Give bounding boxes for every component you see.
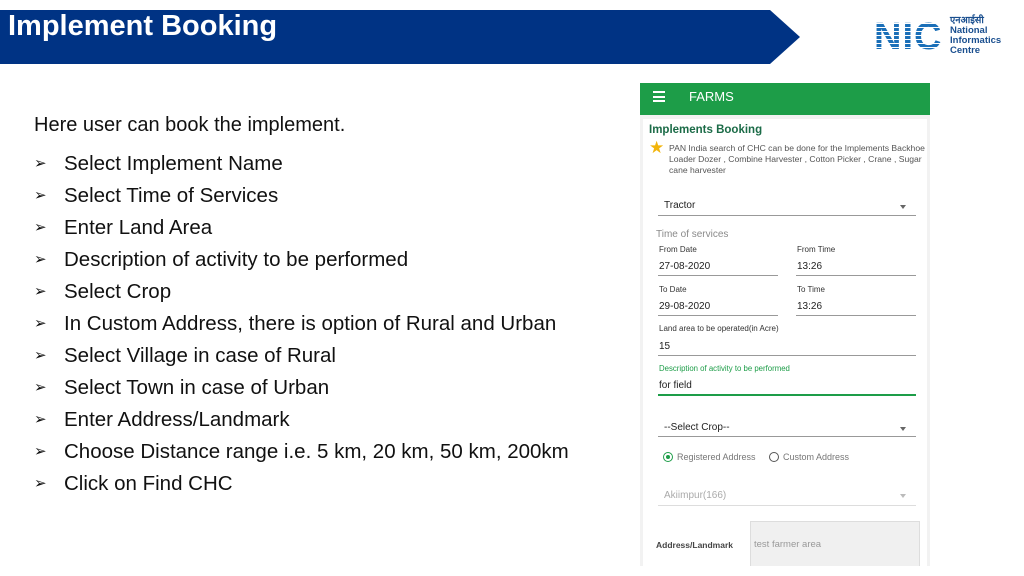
hamburger-icon[interactable] xyxy=(653,91,665,101)
bullet-item xyxy=(34,404,569,436)
info-note: PAN India search of CHC can be done for the Implements Backhoe Loader Dozer , Combine Harvester , Cotton Picker , Crane , Sugar cane harvester xyxy=(669,143,925,175)
from-date-field[interactable]: 27-08-2020 xyxy=(659,261,711,272)
logo-line-3: Centre xyxy=(950,45,981,56)
to-date-field[interactable]: 29-08-2020 xyxy=(659,301,711,312)
arrowhead-icon: ➢ xyxy=(34,411,47,428)
app-title: FARMS xyxy=(689,89,734,104)
to-time-label: To Time xyxy=(797,285,826,294)
custom-address-label: Custom Address xyxy=(783,452,850,462)
village-select[interactable]: Akiimpur(166) xyxy=(664,490,727,501)
bullet-item xyxy=(34,340,569,372)
nic-logo xyxy=(874,16,1004,56)
bullet-text: Select Crop xyxy=(64,280,172,303)
bullet-item xyxy=(34,148,569,180)
bullet-text: Click on Find CHC xyxy=(64,472,233,495)
section-title: Implements Booking xyxy=(649,124,763,136)
to-date-underline xyxy=(658,315,778,316)
arrowhead-icon: ➢ xyxy=(34,315,47,332)
arrowhead-icon: ➢ xyxy=(34,475,47,492)
from-time-field[interactable]: 13:26 xyxy=(797,261,823,272)
implement-underline xyxy=(658,215,916,216)
implement-select[interactable]: Tractor xyxy=(664,200,696,211)
to-time-underline xyxy=(796,315,916,316)
bullet-item xyxy=(34,180,569,212)
time-section-label: Time of services xyxy=(656,229,729,240)
to-date-label: To Date xyxy=(659,285,687,294)
arrowhead-icon: ➢ xyxy=(34,347,47,364)
bullet-text: Enter Land Area xyxy=(64,216,213,239)
chevron-down-icon[interactable] xyxy=(900,427,906,431)
land-area-underline xyxy=(658,355,916,356)
bullet-text: Select Time of Services xyxy=(64,184,279,207)
chevron-down-icon[interactable] xyxy=(900,494,906,498)
booking-form xyxy=(643,119,927,566)
app-bar xyxy=(640,83,930,115)
arrowhead-icon: ➢ xyxy=(34,379,47,396)
to-time-field[interactable]: 13:26 xyxy=(797,301,823,312)
arrowhead-icon: ➢ xyxy=(34,283,47,300)
registered-address-radio[interactable] xyxy=(663,452,673,462)
app-screenshot xyxy=(640,83,930,566)
chevron-down-icon[interactable] xyxy=(900,205,906,209)
arrowhead-icon: ➢ xyxy=(34,155,47,172)
registered-address-label: Registered Address xyxy=(677,452,756,462)
address-value: test farmer area xyxy=(754,539,822,550)
arrowhead-icon: ➢ xyxy=(34,219,47,236)
logo-line-2: Informatics xyxy=(950,35,1002,46)
nic-logo-text xyxy=(950,16,1001,56)
from-time-label: From Time xyxy=(797,245,836,254)
bullet-item xyxy=(34,308,569,340)
bullet-text: Description of activity to be performed xyxy=(64,248,409,271)
from-time-underline xyxy=(796,275,916,276)
village-underline xyxy=(658,505,916,506)
logo-hindi: एनआईसी xyxy=(950,15,984,26)
from-date-label: From Date xyxy=(659,245,697,254)
crop-underline xyxy=(658,436,916,437)
crop-select[interactable]: --Select Crop-- xyxy=(664,422,730,433)
description-underline xyxy=(658,394,916,396)
bullet-text: Select Village in case of Rural xyxy=(64,344,336,367)
bullet-item xyxy=(34,372,569,404)
description-field[interactable]: for field xyxy=(659,380,692,391)
arrowhead-icon: ➢ xyxy=(34,187,47,204)
bullet-text: In Custom Address, there is option of Rural and Urban xyxy=(64,312,557,335)
bullet-text: Select Implement Name xyxy=(64,152,283,175)
bullet-item xyxy=(34,244,569,276)
land-area-field[interactable]: 15 xyxy=(659,341,671,352)
bullet-text: Enter Address/Landmark xyxy=(64,408,290,431)
from-date-underline xyxy=(658,275,778,276)
bullet-item xyxy=(34,212,569,244)
address-label: Address/Landmark xyxy=(656,540,733,550)
description-label: Description of activity to be performed xyxy=(659,364,790,373)
land-area-label: Land area to be operated(in Acre) xyxy=(659,324,779,333)
bullet-item xyxy=(34,276,569,308)
arrowhead-icon: ➢ xyxy=(34,251,47,268)
logo-line-1: National xyxy=(950,25,988,36)
bullet-text: Choose Distance range i.e. 5 km, 20 km, 50 km, 200km xyxy=(64,440,569,463)
nic-logo-letters: NIC xyxy=(874,16,943,58)
bullet-text: Select Town in case of Urban xyxy=(64,376,330,399)
bullet-item xyxy=(34,436,569,468)
bullet-list xyxy=(34,148,569,500)
star-icon: ★ xyxy=(649,138,665,157)
intro-text: Here user can book the implement. xyxy=(34,114,346,136)
arrowhead-icon: ➢ xyxy=(34,443,47,460)
custom-address-radio[interactable] xyxy=(769,452,779,462)
slide-title: Implement Booking xyxy=(8,10,278,42)
bullet-item xyxy=(34,468,569,500)
